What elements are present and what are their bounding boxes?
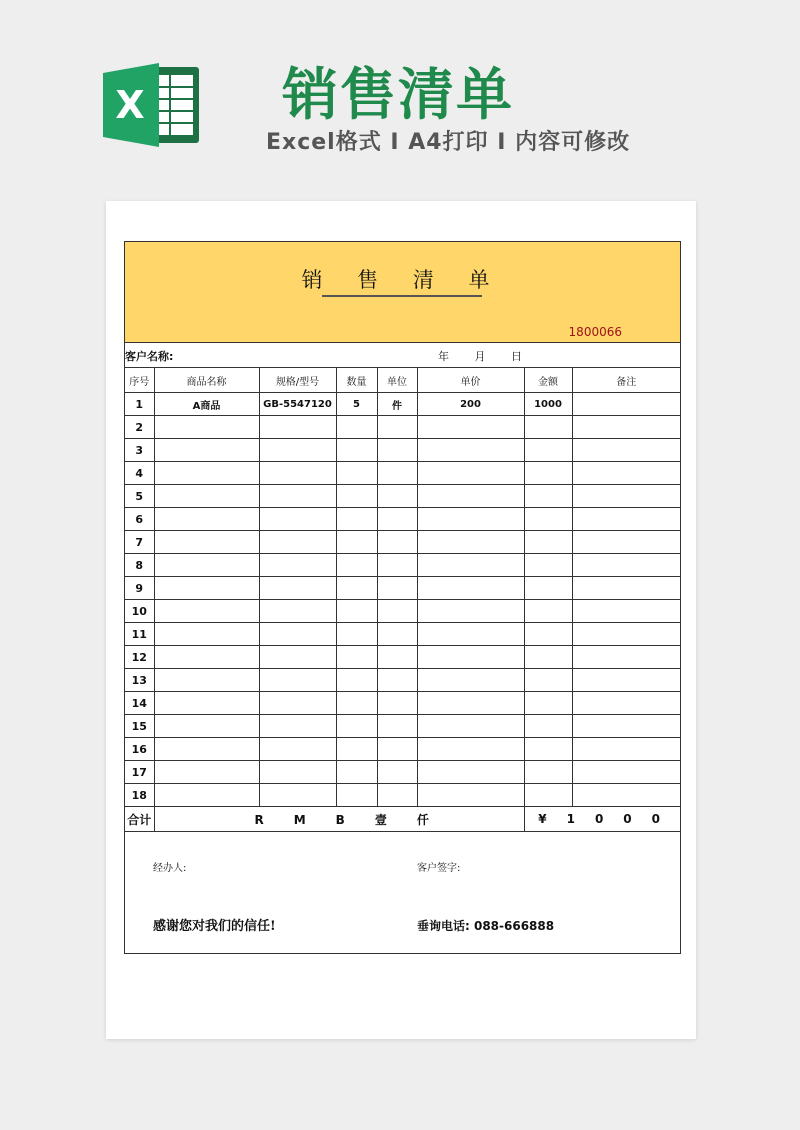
logo-letter: X bbox=[115, 83, 145, 127]
cell-no: 18 bbox=[125, 784, 154, 807]
cell-name[interactable] bbox=[154, 577, 259, 600]
cell-name[interactable] bbox=[154, 439, 259, 462]
cell-price[interactable] bbox=[417, 784, 524, 807]
cell-amount[interactable] bbox=[524, 715, 572, 738]
title-underline bbox=[322, 295, 482, 297]
cell-name[interactable] bbox=[154, 600, 259, 623]
table-row bbox=[125, 393, 680, 416]
cell-note[interactable] bbox=[572, 669, 680, 692]
cell-amount[interactable] bbox=[524, 646, 572, 669]
cell-price[interactable] bbox=[417, 462, 524, 485]
cell-note[interactable] bbox=[572, 416, 680, 439]
cell-qty[interactable] bbox=[336, 623, 377, 646]
cell-amount[interactable] bbox=[524, 416, 572, 439]
cell-unit[interactable] bbox=[377, 531, 417, 554]
cell-spec[interactable] bbox=[259, 416, 336, 439]
cell-price[interactable] bbox=[417, 554, 524, 577]
cell-spec[interactable] bbox=[259, 761, 336, 784]
column-header: 单价 bbox=[417, 368, 524, 393]
cell-name[interactable]: A商品 bbox=[154, 393, 259, 416]
table-row bbox=[125, 416, 680, 439]
cell-qty[interactable] bbox=[336, 646, 377, 669]
cell-note[interactable] bbox=[572, 715, 680, 738]
cell-note[interactable] bbox=[572, 462, 680, 485]
cell-note[interactable] bbox=[572, 393, 680, 416]
table-row bbox=[125, 508, 680, 531]
cell-name[interactable] bbox=[154, 692, 259, 715]
column-header: 单位 bbox=[377, 368, 417, 393]
cell-qty[interactable] bbox=[336, 462, 377, 485]
column-header: 商品名称 bbox=[154, 368, 259, 393]
cell-unit[interactable] bbox=[377, 738, 417, 761]
cell-spec[interactable] bbox=[259, 669, 336, 692]
cell-price[interactable] bbox=[417, 439, 524, 462]
cell-spec[interactable] bbox=[259, 462, 336, 485]
cell-amount[interactable] bbox=[524, 738, 572, 761]
table-row bbox=[125, 439, 680, 462]
thanks-text: 感谢您对我们的信任! bbox=[153, 919, 276, 934]
cell-spec[interactable] bbox=[259, 577, 336, 600]
table-row bbox=[125, 784, 680, 807]
cell-spec[interactable] bbox=[259, 600, 336, 623]
cell-name[interactable] bbox=[154, 784, 259, 807]
cell-name[interactable] bbox=[154, 531, 259, 554]
total-amount[interactable]: ¥1000 bbox=[524, 807, 680, 832]
cell-name[interactable] bbox=[154, 738, 259, 761]
table-row bbox=[125, 577, 680, 600]
cell-spec[interactable] bbox=[259, 554, 336, 577]
cell-name[interactable] bbox=[154, 462, 259, 485]
cell-unit[interactable] bbox=[377, 784, 417, 807]
cell-spec[interactable] bbox=[259, 784, 336, 807]
cell-note[interactable] bbox=[572, 600, 680, 623]
cell-no: 17 bbox=[125, 761, 154, 784]
cell-unit[interactable] bbox=[377, 600, 417, 623]
cell-name[interactable] bbox=[154, 554, 259, 577]
items-table bbox=[125, 368, 680, 832]
customer-name-label: 客户名称: bbox=[125, 350, 174, 363]
cell-no: 13 bbox=[125, 669, 154, 692]
cell-amount[interactable] bbox=[524, 669, 572, 692]
cell-unit[interactable] bbox=[377, 485, 417, 508]
page-title: 销售清单 bbox=[282, 63, 514, 128]
cell-note[interactable] bbox=[572, 738, 680, 761]
cell-spec[interactable] bbox=[259, 738, 336, 761]
cell-unit[interactable] bbox=[377, 508, 417, 531]
cell-amount[interactable] bbox=[524, 531, 572, 554]
cell-qty[interactable] bbox=[336, 508, 377, 531]
cell-price[interactable] bbox=[417, 669, 524, 692]
column-header: 规格/型号 bbox=[259, 368, 336, 393]
table-row bbox=[125, 646, 680, 669]
cell-qty[interactable] bbox=[336, 531, 377, 554]
cell-no: 2 bbox=[125, 416, 154, 439]
cell-amount[interactable] bbox=[524, 784, 572, 807]
cell-note[interactable] bbox=[572, 692, 680, 715]
cell-price[interactable] bbox=[417, 623, 524, 646]
cell-no: 11 bbox=[125, 623, 154, 646]
cell-qty[interactable] bbox=[336, 784, 377, 807]
table-row bbox=[125, 738, 680, 761]
cell-qty[interactable] bbox=[336, 416, 377, 439]
cell-note[interactable] bbox=[572, 761, 680, 784]
cell-price[interactable]: 200 bbox=[417, 393, 524, 416]
cell-spec[interactable] bbox=[259, 531, 336, 554]
cell-note[interactable] bbox=[572, 784, 680, 807]
cell-unit[interactable] bbox=[377, 577, 417, 600]
cell-qty[interactable] bbox=[336, 485, 377, 508]
cell-note[interactable] bbox=[572, 439, 680, 462]
cell-qty[interactable] bbox=[336, 554, 377, 577]
total-in-words[interactable]: RMB壹仟 bbox=[154, 807, 524, 832]
cell-note[interactable] bbox=[572, 623, 680, 646]
cell-unit[interactable]: 件 bbox=[377, 393, 417, 416]
cell-price[interactable] bbox=[417, 531, 524, 554]
cell-note[interactable] bbox=[572, 577, 680, 600]
cell-no: 7 bbox=[125, 531, 154, 554]
cell-spec[interactable] bbox=[259, 715, 336, 738]
cell-no: 10 bbox=[125, 600, 154, 623]
cell-qty[interactable] bbox=[336, 439, 377, 462]
cell-note[interactable] bbox=[572, 646, 680, 669]
cell-amount[interactable] bbox=[524, 761, 572, 784]
cell-unit[interactable] bbox=[377, 761, 417, 784]
cell-spec[interactable] bbox=[259, 692, 336, 715]
page-subtitle: Excel格式 I A4打印 I 内容可修改 bbox=[266, 130, 631, 155]
cell-qty[interactable] bbox=[336, 761, 377, 784]
cell-unit[interactable] bbox=[377, 554, 417, 577]
cell-price[interactable] bbox=[417, 485, 524, 508]
cell-no: 5 bbox=[125, 485, 154, 508]
cell-no: 6 bbox=[125, 508, 154, 531]
cell-qty[interactable] bbox=[336, 577, 377, 600]
cell-note[interactable] bbox=[572, 531, 680, 554]
cell-amount[interactable] bbox=[524, 577, 572, 600]
table-row bbox=[125, 554, 680, 577]
page-header bbox=[0, 0, 800, 200]
table-row bbox=[125, 715, 680, 738]
form-footer bbox=[125, 832, 680, 953]
cell-amount[interactable] bbox=[524, 439, 572, 462]
cell-no: 12 bbox=[125, 646, 154, 669]
cell-note[interactable] bbox=[572, 554, 680, 577]
column-header: 金额 bbox=[524, 368, 572, 393]
cell-note[interactable] bbox=[572, 485, 680, 508]
excel-icon bbox=[103, 63, 201, 147]
sales-list-form bbox=[124, 241, 681, 954]
cell-name[interactable] bbox=[154, 508, 259, 531]
cell-price[interactable] bbox=[417, 646, 524, 669]
cell-qty[interactable]: 5 bbox=[336, 393, 377, 416]
cell-name[interactable] bbox=[154, 623, 259, 646]
column-header: 数量 bbox=[336, 368, 377, 393]
document-number[interactable]: 1800066 bbox=[568, 325, 622, 339]
cell-amount[interactable]: 1000 bbox=[524, 393, 572, 416]
cell-unit[interactable] bbox=[377, 692, 417, 715]
cell-amount[interactable] bbox=[524, 508, 572, 531]
table-row bbox=[125, 485, 680, 508]
total-label: 合计 bbox=[125, 807, 154, 832]
cell-no: 4 bbox=[125, 462, 154, 485]
cell-qty[interactable] bbox=[336, 600, 377, 623]
cell-note[interactable] bbox=[572, 508, 680, 531]
table-row bbox=[125, 623, 680, 646]
cell-amount[interactable] bbox=[524, 600, 572, 623]
cell-price[interactable] bbox=[417, 692, 524, 715]
cell-amount[interactable] bbox=[524, 692, 572, 715]
cell-name[interactable] bbox=[154, 646, 259, 669]
cell-price[interactable] bbox=[417, 715, 524, 738]
table-header-row bbox=[125, 368, 680, 393]
handler-label[interactable]: 经办人: bbox=[153, 863, 187, 874]
table-row bbox=[125, 692, 680, 715]
column-header: 备注 bbox=[572, 368, 680, 393]
cell-unit[interactable] bbox=[377, 416, 417, 439]
cell-no: 8 bbox=[125, 554, 154, 577]
cell-price[interactable] bbox=[417, 577, 524, 600]
cell-qty[interactable] bbox=[336, 738, 377, 761]
table-row bbox=[125, 531, 680, 554]
cell-unit[interactable] bbox=[377, 715, 417, 738]
table-row bbox=[125, 761, 680, 784]
cell-no: 16 bbox=[125, 738, 154, 761]
cell-no: 3 bbox=[125, 439, 154, 462]
cell-price[interactable] bbox=[417, 416, 524, 439]
cell-amount[interactable] bbox=[524, 485, 572, 508]
cell-spec[interactable] bbox=[259, 485, 336, 508]
cell-price[interactable] bbox=[417, 600, 524, 623]
signature-label[interactable]: 客户签字: bbox=[417, 863, 461, 874]
cell-unit[interactable] bbox=[377, 623, 417, 646]
cell-price[interactable] bbox=[417, 761, 524, 784]
cell-qty[interactable] bbox=[336, 669, 377, 692]
cell-price[interactable] bbox=[417, 508, 524, 531]
cell-amount[interactable] bbox=[524, 462, 572, 485]
cell-name[interactable] bbox=[154, 761, 259, 784]
cell-qty[interactable] bbox=[336, 715, 377, 738]
cell-spec[interactable] bbox=[259, 623, 336, 646]
cell-no: 14 bbox=[125, 692, 154, 715]
table-row bbox=[125, 669, 680, 692]
cell-name[interactable] bbox=[154, 669, 259, 692]
title-band bbox=[125, 242, 680, 343]
cell-name[interactable] bbox=[154, 715, 259, 738]
cell-spec[interactable]: GB-5547120 bbox=[259, 393, 336, 416]
form-title: 销 售 清 单 bbox=[301, 268, 504, 292]
column-header: 序号 bbox=[125, 368, 154, 393]
cell-spec[interactable] bbox=[259, 508, 336, 531]
cell-price[interactable] bbox=[417, 738, 524, 761]
table-row bbox=[125, 462, 680, 485]
cell-amount[interactable] bbox=[524, 623, 572, 646]
cell-amount[interactable] bbox=[524, 554, 572, 577]
cell-spec[interactable] bbox=[259, 646, 336, 669]
cell-unit[interactable] bbox=[377, 669, 417, 692]
date-field[interactable]: 年 月 日 bbox=[438, 350, 522, 363]
phone-text: 垂询电话: 088-666888 bbox=[417, 919, 555, 933]
cell-qty[interactable] bbox=[336, 692, 377, 715]
cell-no: 1 bbox=[125, 393, 154, 416]
cell-unit[interactable] bbox=[377, 462, 417, 485]
customer-row bbox=[125, 343, 680, 368]
cell-spec[interactable] bbox=[259, 439, 336, 462]
cell-name[interactable] bbox=[154, 416, 259, 439]
cell-unit[interactable] bbox=[377, 646, 417, 669]
cell-no: 9 bbox=[125, 577, 154, 600]
cell-unit[interactable] bbox=[377, 439, 417, 462]
total-row bbox=[125, 807, 680, 832]
cell-name[interactable] bbox=[154, 485, 259, 508]
cell-no: 15 bbox=[125, 715, 154, 738]
table-row bbox=[125, 600, 680, 623]
